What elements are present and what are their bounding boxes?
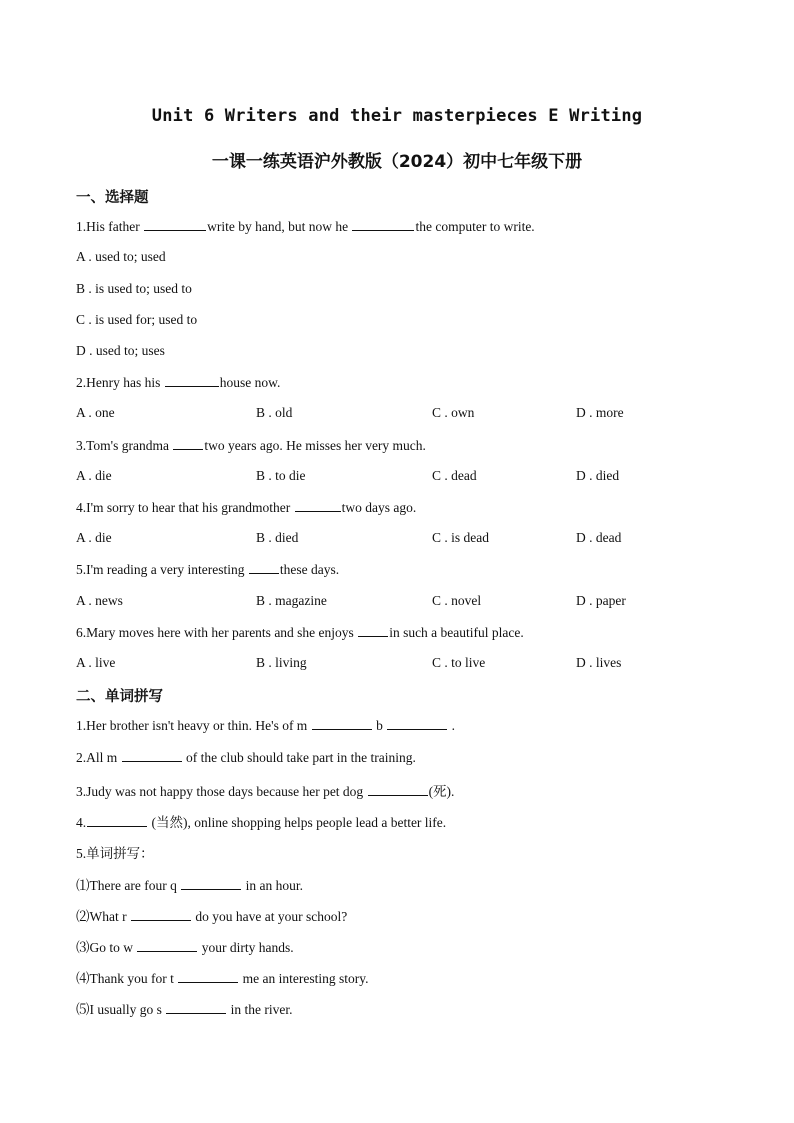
question-text: your dirty hands. [198,940,294,955]
option-d[interactable]: D . more [576,405,624,420]
option-c[interactable]: C . own [432,405,475,420]
answer-blank[interactable] [352,218,414,231]
question-text: in such a beautiful place. [389,625,524,640]
question-text: 4.I'm sorry to hear that his grandmother [76,500,294,515]
question-text: (当然), online shopping helps people lead a better life. [148,815,447,830]
question-text: two years ago. He misses her very much. [204,438,426,453]
question-text: two days ago. [341,500,417,515]
spelling-question-2 [76,749,416,766]
question-text: ⑴There are four q [76,878,181,893]
option-c[interactable]: C . is used for; used to [76,312,198,327]
answer-blank[interactable] [166,1001,226,1014]
option-d[interactable]: D . died [576,468,620,483]
option-d[interactable]: D . paper [576,593,626,608]
option-b[interactable]: B . died [256,530,299,545]
answer-blank[interactable] [312,717,372,730]
question-text: in the river. [227,1002,293,1017]
spelling-subquestion-4 [76,967,368,987]
question-text: in an hour. [242,878,303,893]
option-d[interactable]: D . lives [576,655,622,670]
answer-blank[interactable] [387,717,447,730]
question-1 [76,218,535,235]
question-text: me an interesting story. [239,971,369,986]
question-text: 5.I'm reading a very interesting [76,562,248,577]
option-b[interactable]: B . old [256,405,293,420]
question-text: ⑵What r [76,909,130,924]
answer-blank[interactable] [87,814,147,827]
answer-blank[interactable] [368,783,428,796]
question-text: of the club should take part in the training. [182,750,416,765]
answer-blank[interactable] [137,939,197,952]
document-title: Unit 6 Writers and their masterpieces E Writing [151,106,643,126]
answer-blank[interactable] [165,374,219,387]
question-5 [76,561,339,578]
question-text: 1.Her brother isn't heavy or thin. He's of m [76,718,311,733]
question-text: 1.His father [76,219,144,234]
option-c[interactable]: C . dead [432,468,477,483]
question-text: write by hand, but now he [207,219,352,234]
option-b[interactable]: B . is used to; used to [76,281,192,296]
option-a[interactable]: A . used to; used [76,249,166,264]
question-text: b [372,718,387,733]
question-text: house now. [219,375,281,390]
option-a[interactable]: A . one [76,405,115,420]
question-3 [76,437,426,454]
option-a[interactable]: A . die [76,530,112,545]
question-text: ⑶Go to w [76,940,137,955]
section-heading-word-spelling: 二、单词拼写 [76,689,163,705]
question-text: 3.Tom's grandma [76,438,173,453]
option-a[interactable]: A . live [76,655,116,670]
document-subtitle: 一课一练英语沪外教版（2024）初中七年级下册 [211,152,583,172]
question-4 [76,499,416,516]
answer-blank[interactable] [249,561,279,574]
option-c[interactable]: C . is dead [432,530,489,545]
option-c[interactable]: C . to live [432,655,486,670]
spelling-question-5-heading: 5.单词拼写： [76,846,154,861]
option-b[interactable]: B . living [256,655,307,670]
spelling-subquestion-2 [76,905,347,925]
question-text: do you have at your school? [191,909,348,924]
question-text: 2.Henry has his [76,375,164,390]
answer-blank[interactable] [358,624,388,637]
question-2 [76,374,280,391]
section-heading-multiple-choice: 一、选择题 [76,190,149,206]
spelling-subquestion-1 [76,874,303,894]
question-text: 4. [76,815,87,830]
question-text: these days. [279,562,340,577]
spelling-subquestion-5 [76,998,292,1018]
answer-blank[interactable] [178,970,238,983]
spelling-question-1 [76,717,455,734]
question-text: 2.All m [76,750,121,765]
option-c[interactable]: C . novel [432,593,482,608]
question-text: ⑷Thank you for t [76,971,178,986]
question-text: (死). [428,784,455,799]
question-text: the computer to write. [415,219,535,234]
option-d[interactable]: D . used to; uses [76,343,165,358]
option-d[interactable]: D . dead [576,530,622,545]
answer-blank[interactable] [131,908,191,921]
question-text: 6.Mary moves here with her parents and she enjoys [76,625,358,640]
answer-blank[interactable] [173,437,203,450]
option-a[interactable]: A . news [76,593,123,608]
answer-blank[interactable] [181,877,241,890]
question-6 [76,624,524,641]
answer-blank[interactable] [295,499,341,512]
question-text: ⑸I usually go s [76,1002,166,1017]
answer-blank[interactable] [122,749,182,762]
spelling-subquestion-3 [76,936,294,956]
answer-blank[interactable] [144,218,206,231]
option-b[interactable]: B . magazine [256,593,327,608]
option-b[interactable]: B . to die [256,468,306,483]
spelling-question-4 [76,811,446,831]
question-text: . [448,718,455,733]
spelling-question-3 [76,780,454,800]
option-a[interactable]: A . die [76,468,112,483]
question-text: 3.Judy was not happy those days because her pet dog [76,784,367,799]
